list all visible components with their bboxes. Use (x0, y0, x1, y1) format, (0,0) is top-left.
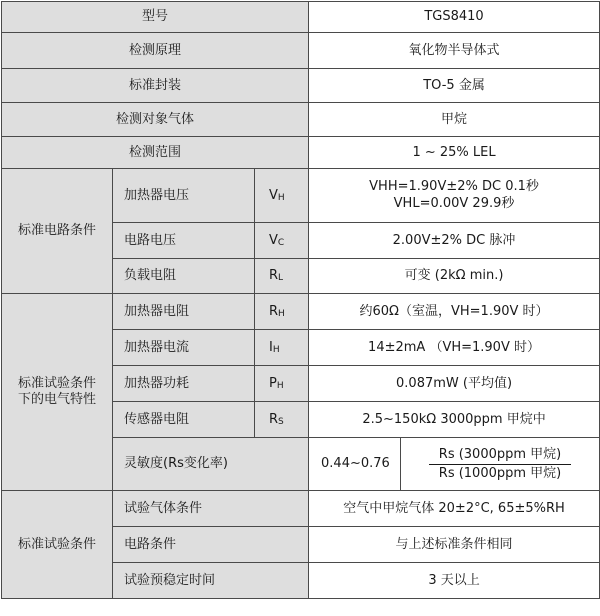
value-target-gas: 甲烷 (309, 103, 600, 137)
row-principle (2, 33, 600, 69)
symbol-main: V (269, 232, 278, 248)
heater-voltage-low: VHL=0.00V 29.9秒 (393, 195, 515, 211)
symbol-sub: H (276, 380, 284, 391)
value-heater-current: 14±2mA （VH=1.90V 时） (309, 330, 600, 366)
symbol-heater-current (255, 330, 309, 366)
value-stabilization: 3 天以上 (309, 563, 600, 599)
symbol-main: V (269, 187, 278, 203)
label-range: 检测范围 (2, 137, 309, 169)
label-gas-condition: 试验气体条件 (113, 491, 309, 527)
symbol-sensor-resistance (255, 402, 309, 438)
row-target-gas (2, 103, 600, 137)
symbol-main: P (269, 375, 277, 391)
label-sensor-resistance: 传感器电阻 (113, 402, 255, 438)
spec-table (1, 1, 600, 599)
value-sensitivity-formula (401, 438, 600, 491)
symbol-load-resistance (255, 259, 309, 294)
row-range (2, 137, 600, 169)
symbol-sub: H (277, 192, 285, 203)
group-circuit-conditions: 标准电路条件 (2, 169, 113, 294)
label-package: 标准封装 (2, 69, 309, 103)
label-heater-voltage: 加热器电压 (113, 169, 255, 223)
symbol-main: R (269, 411, 279, 427)
symbol-main: R (269, 303, 279, 319)
row-heater-voltage (2, 169, 600, 223)
label-principle: 检测原理 (2, 33, 309, 69)
row-heater-resistance (2, 294, 600, 330)
label-target-gas: 检测对象气体 (2, 103, 309, 137)
label-stabilization: 试验预稳定时间 (113, 563, 309, 599)
label-heater-resistance: 加热器电阻 (113, 294, 255, 330)
symbol-main: I (269, 339, 273, 355)
label-heater-current: 加热器电流 (113, 330, 255, 366)
value-heater-voltage (309, 169, 600, 223)
label-sensitivity: 灵敏度(Rs变化率) (113, 438, 309, 491)
group-label-line2: 下的电气特性 (17, 392, 96, 407)
fraction-numerator: Rs (3000ppm 甲烷) (429, 447, 571, 465)
group-test-conditions: 标准试验条件 (2, 491, 113, 599)
symbol-sub: H (278, 308, 285, 319)
value-principle: 氧化物半导体式 (309, 33, 600, 69)
value-load-resistance: 可变 (2kΩ min.) (309, 259, 600, 294)
value-model: TGS8410 (309, 2, 600, 33)
row-package (2, 69, 600, 103)
row-gas-condition (2, 491, 600, 527)
symbol-sub: L (278, 273, 284, 284)
value-sensitivity-range: 0.44~0.76 (309, 438, 401, 491)
row-model (2, 2, 600, 33)
value-circuit-voltage: 2.00V±2% DC 脉冲 (309, 223, 600, 259)
value-circuit-condition: 与上述标准条件相同 (309, 527, 600, 563)
label-circuit-voltage: 电路电压 (113, 223, 255, 259)
group-electrical-characteristics (2, 294, 113, 491)
symbol-heater-resistance (255, 294, 309, 330)
value-heater-resistance: 约60Ω（室温，VH=1.90V 时） (309, 294, 600, 330)
label-load-resistance: 负载电阻 (113, 259, 255, 294)
value-package: TO-5 金属 (309, 69, 600, 103)
label-circuit-condition: 电路条件 (113, 527, 309, 563)
label-model: 型号 (2, 2, 309, 33)
symbol-sub: S (278, 416, 284, 427)
value-gas-condition: 空气中甲烷气体 20±2°C, 65±5%RH (309, 491, 600, 527)
value-heater-power: 0.087mW (平均值) (309, 366, 600, 402)
symbol-main: R (269, 268, 279, 284)
value-range: 1 ~ 25% LEL (309, 137, 600, 169)
sensitivity-fraction (429, 447, 571, 481)
value-sensor-resistance: 2.5~150kΩ 3000ppm 甲烷中 (309, 402, 600, 438)
symbol-heater-power (255, 366, 309, 402)
heater-voltage-high: VHH=1.90V±2% DC 0.1秒 (369, 178, 539, 194)
label-heater-power: 加热器功耗 (113, 366, 255, 402)
symbol-heater-voltage (255, 169, 309, 223)
symbol-sub: H (272, 344, 280, 355)
group-label-line1: 标准试验条件 (17, 376, 96, 392)
symbol-circuit-voltage (255, 223, 309, 259)
symbol-sub: C (277, 237, 285, 248)
fraction-denominator: Rs (1000ppm 甲烷) (438, 465, 562, 481)
